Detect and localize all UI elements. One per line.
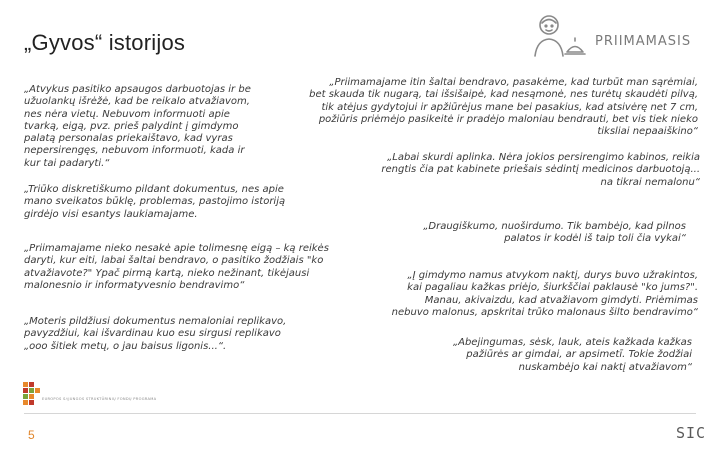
quote-right-5: „Abejingumas, sėsk, lauk, ateis kažkada kažkas pažiūrės ar gimdai, ar apsimetī. Tokie žodžiai nuskambėjo kai naktį atvažiavom“ — [452, 337, 692, 373]
logo-text: PRIIMAMASIS — [595, 34, 692, 49]
quote-right-4: „Į gimdymo namus atvykom naktį, durys buvo užrakintos, kai pagaliau kažkas priėjo, šiurkščiai paklausė "ko jums?". Manau, akivaizdu, kad atvažiavom gimdyti. Priėmimas nebuvo malonus, apskritai trūko malonaus šilto bendravimo“ — [391, 270, 698, 318]
quote-right-2: „Labai skurdi aplinka. Nėra jokios persirengimo kabinos, reikia rengtis čia pat kabinete priešais sėdintį medicinos darbuotoją... na tikrai nemalonu“ — [381, 152, 700, 188]
priimamasis-logo — [525, 10, 715, 62]
quote-right-1: „Priimamajame itin šaltai bendravo, pasakėme, kad turbūt man sąrėmiai, bet skauda tik nugarą, tai išsišaipė, kad nesąmonė, nes turėtų skaudėti pilvą, tik atėjus gydytojui ir apžiūrėjus mane bei pasakius, kad atsivėrę net 7 cm, požiūris priėmėjo pasikeitė ir pradėjo maloniau bendrauti, bet vis tiek nieko tiksliai nepaaiškino“ — [309, 77, 698, 138]
footer-logo: SIC — [676, 424, 707, 442]
eu-funds-logo-icon — [23, 382, 43, 410]
slide-title: „Gyvos“ istorijos — [24, 30, 186, 55]
quote-left-3: „Priimamajame nieko nesakė apie tolimesnę eigą – ką reikės daryti, kur eiti, labai šaltai bendravo, o pasitiko žodžiais "ko atvažiavote?" Ypač pirmą kartą, nieko nežinant, tikėjausi malonesnio ir informatyvesnio bendravimo“ — [24, 243, 329, 291]
quote-left-4: „Moteris pildžiusi dokumentus nemaloniai replikavo, pavyzdžiui, kai išvardinau kuo esu sirgusi replikavo „ooo šitiek metų, o jau baisus ligonis...“. — [24, 316, 287, 352]
quote-left-1: „Atvykus pasitiko apsaugos darbuotojas ir be užuolankų išrėžė, kad be reikalo atvažiavom, nes nėra vietų. Nebuvom informuoti apie tvarką, eigą, pvz. prieš palydint į gimdymo palatą personalas priekaištavo, kad vyras nepersirengęs, nebuvom informuoti, kada ir kur tai padaryti.“ — [24, 84, 251, 169]
eu-funds-text: EUROPOS SĄJUNGOS STRUKTŪRINIŲ FONDŲ PROGRAMA — [42, 397, 157, 401]
quote-right-3: „Draugiškumo, nuoširdumo. Tik bambėjo, kad pilnos palatos ir kodėl iš taip toli čia vykai“ — [423, 221, 686, 245]
footer-divider — [24, 413, 696, 414]
receptionist-icon — [527, 12, 591, 60]
quote-left-2: „Triūko diskretiškumo pildant dokumentus, nes apie mano sveikatos būklę, problemas, pastojimo istoriją girdėjo visi esantys laukiamajame. — [24, 184, 286, 220]
page-number: 5 — [28, 428, 35, 442]
